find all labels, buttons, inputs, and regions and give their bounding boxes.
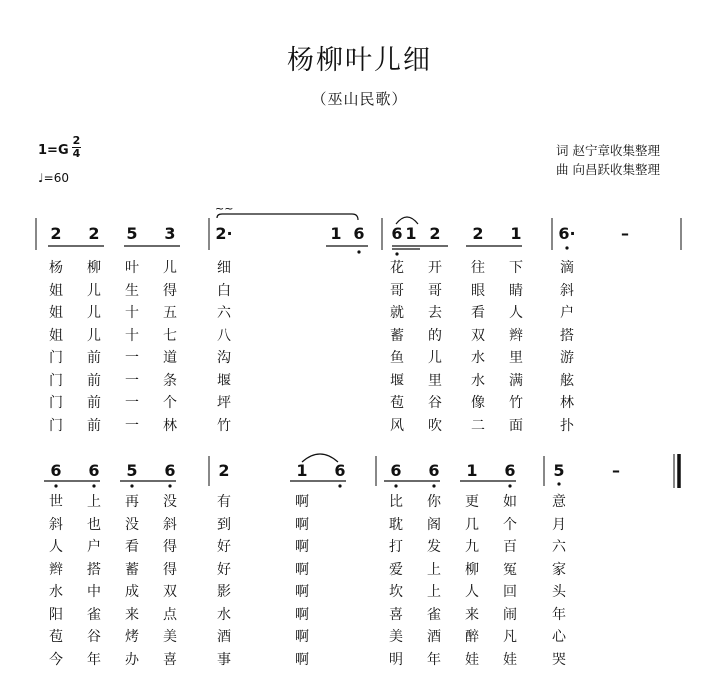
lyric-char: 开 xyxy=(428,260,442,276)
lyric-char: 下 xyxy=(509,260,523,276)
lyric-char: 打 xyxy=(389,539,403,555)
song-title: 杨柳叶儿细 xyxy=(287,45,432,76)
lyric-char: 凡 xyxy=(503,629,517,645)
lyric-char: 门 xyxy=(49,350,63,366)
lyric-char: 啊 xyxy=(295,539,309,555)
note: 2 xyxy=(88,224,100,243)
ornament-mark: ~~ xyxy=(215,202,234,215)
lyric-char: 风 xyxy=(390,417,404,434)
lyric-char: 也 xyxy=(87,516,101,533)
lyric-char: 门 xyxy=(49,417,63,434)
lyric-char: 前 xyxy=(87,350,101,366)
lyric-char: 上 xyxy=(427,584,441,600)
lyric-char: 好 xyxy=(217,539,231,555)
note: 6 xyxy=(504,461,516,480)
lyric-char: 杨 xyxy=(49,260,63,276)
lyric-char: 成 xyxy=(125,584,139,600)
lyric-char: 儿 xyxy=(87,327,101,344)
lyric-char: 儿 xyxy=(87,282,101,299)
slur-arc xyxy=(217,214,358,220)
lyric-char: 阳 xyxy=(49,606,63,623)
lyric-char: 斜 xyxy=(560,282,574,299)
octave-dot-below xyxy=(432,484,435,487)
lyric-char: 白 xyxy=(217,282,231,299)
lyric-char: 谷 xyxy=(428,395,442,411)
lyric-char: 没 xyxy=(125,516,139,533)
lyric-char: 七 xyxy=(163,327,177,344)
lyric-char: 啊 xyxy=(295,606,309,623)
lyric-char: 九 xyxy=(465,539,479,555)
lyric-char: 酒 xyxy=(217,629,231,645)
lyric-char: 门 xyxy=(49,395,63,411)
lyric-char: 发 xyxy=(427,539,441,555)
lyric-char: 堰 xyxy=(390,372,404,389)
note: 3 xyxy=(164,224,176,243)
lyric-char: 水 xyxy=(471,372,485,389)
lyric-char: 鱼 xyxy=(390,350,404,366)
lyric-char: 影 xyxy=(217,584,231,600)
lyric-char: 烤 xyxy=(125,629,139,645)
note: 6 xyxy=(164,461,176,480)
lyric-char: 斜 xyxy=(163,516,177,533)
sustain-dash: – xyxy=(612,461,620,480)
lyric-char: 人 xyxy=(465,584,479,600)
note: 1 xyxy=(296,461,308,480)
lyric-char: 如 xyxy=(503,494,517,510)
note: 2 xyxy=(50,224,62,243)
lyric-char: 哥 xyxy=(390,282,404,299)
lyric-char: 儿 xyxy=(428,350,442,366)
lyric-char: 冤 xyxy=(503,561,517,578)
lyric-char: 水 xyxy=(49,584,63,600)
lyric-char: 闹 xyxy=(503,606,517,623)
lyric-char: 水 xyxy=(217,606,231,623)
lyric-char: 家 xyxy=(552,561,566,578)
lyric-char: 门 xyxy=(49,372,63,389)
note: 6 xyxy=(353,224,365,243)
lyric-char: 事 xyxy=(217,651,231,668)
lyric-char: 户 xyxy=(560,305,574,321)
lyric-char: 上 xyxy=(427,561,441,578)
lyric-char: 哭 xyxy=(552,651,566,668)
note: 2 xyxy=(429,224,441,243)
lyric-char: 的 xyxy=(428,327,442,344)
lyric-char: 竹 xyxy=(509,395,523,411)
octave-dot-below xyxy=(357,250,360,253)
lyric-char: 年 xyxy=(552,606,566,623)
lyric-char: 儿 xyxy=(163,260,177,276)
lyric-char: 花 xyxy=(390,260,404,276)
composer-credit: 曲 向昌跃收集整理 xyxy=(556,162,660,177)
lyric-char: 好 xyxy=(217,561,231,578)
lyric-char: 双 xyxy=(163,584,177,600)
lyric-char: 满 xyxy=(509,372,523,389)
lyric-char: 个 xyxy=(163,395,177,411)
lyric-char: 辫 xyxy=(509,327,523,344)
lyric-char: 搭 xyxy=(560,327,574,344)
lyric-char: 娃 xyxy=(503,651,517,668)
lyric-char: 啊 xyxy=(295,561,309,578)
time-signature-top: 2 xyxy=(72,134,81,147)
lyric-char: 啊 xyxy=(295,651,309,668)
lyric-char: 儿 xyxy=(87,305,101,321)
note: 2 xyxy=(472,224,484,243)
lyric-char: 一 xyxy=(125,395,139,411)
lyric-char: 来 xyxy=(125,606,139,623)
lyric-char: 姐 xyxy=(49,305,63,321)
lyric-char: 苞 xyxy=(390,395,404,411)
lyric-char: 蓄 xyxy=(390,327,404,344)
lyric-char: 六 xyxy=(217,305,231,321)
lyric-char: 一 xyxy=(125,417,139,434)
lyric-char: 六 xyxy=(552,539,566,555)
lyric-char: 意 xyxy=(552,494,566,510)
note: 6 xyxy=(50,461,62,480)
lyric-char: 百 xyxy=(503,539,517,555)
key-signature: 1=G xyxy=(38,143,69,158)
lyric-char: 五 xyxy=(163,305,177,321)
lyric-char: 有 xyxy=(217,494,231,510)
lyric-char: 面 xyxy=(509,417,523,434)
note: 1 xyxy=(405,224,417,243)
octave-dot-below xyxy=(168,484,171,487)
lyric-char: 细 xyxy=(217,260,231,276)
lyric-char: 十 xyxy=(125,327,139,344)
lyric-char: 办 xyxy=(125,651,139,668)
lyric-char: 扑 xyxy=(560,417,574,434)
song-subtitle: （巫山民歌） xyxy=(311,90,408,108)
lyric-char: 双 xyxy=(471,327,485,344)
lyric-char: 竹 xyxy=(217,417,231,434)
lyric-char: 睛 xyxy=(509,282,523,299)
lyric-char: 啊 xyxy=(295,516,309,533)
lyric-char: 就 xyxy=(390,305,404,321)
lyric-char: 更 xyxy=(465,494,479,510)
lyric-char: 道 xyxy=(163,350,177,366)
lyric-char: 姐 xyxy=(49,282,63,299)
note: 6 xyxy=(391,224,403,243)
lyric-char: 阁 xyxy=(427,516,441,533)
lyric-char: 年 xyxy=(427,651,441,668)
note: 6 xyxy=(428,461,440,480)
lyric-char: 回 xyxy=(503,584,517,600)
octave-dot-below xyxy=(508,484,511,487)
lyric-char: 十 xyxy=(125,305,139,321)
lyric-char: 坎 xyxy=(389,584,403,600)
lyric-char: 没 xyxy=(163,494,177,510)
lyric-char: 醉 xyxy=(465,629,479,645)
lyric-char: 头 xyxy=(552,584,566,600)
lyric-char: 像 xyxy=(471,395,485,411)
lyric-char: 年 xyxy=(87,651,101,668)
lyric-char: 谷 xyxy=(87,629,101,645)
note: 6 xyxy=(334,461,346,480)
lyric-char: 看 xyxy=(471,305,485,321)
lyric-char: 美 xyxy=(163,629,177,645)
sustain-dash: – xyxy=(621,224,629,243)
octave-dot-below xyxy=(395,252,398,255)
lyric-char: 得 xyxy=(163,282,177,299)
lyric-char: 一 xyxy=(125,350,139,366)
lyric-char: 明 xyxy=(389,651,403,668)
lyric-char: 里 xyxy=(428,372,442,389)
octave-dot-below xyxy=(54,484,57,487)
note: 5 xyxy=(126,224,138,243)
note: 2 xyxy=(218,461,230,480)
slur-arc xyxy=(302,454,338,462)
note: 2· xyxy=(215,224,233,243)
lyric-char: 今 xyxy=(49,651,63,668)
lyric-char: 再 xyxy=(125,494,139,510)
lyric-char: 点 xyxy=(163,606,177,623)
lyric-char: 苞 xyxy=(49,629,63,645)
lyric-char: 林 xyxy=(163,417,177,434)
lyric-char: 条 xyxy=(163,372,177,389)
lyric-char: 娃 xyxy=(465,651,479,668)
tempo-marking: ♩=60 xyxy=(38,171,69,185)
lyric-char: 吹 xyxy=(428,417,442,434)
lyric-char: 柳 xyxy=(87,260,101,276)
note: 1 xyxy=(466,461,478,480)
lyric-char: 世 xyxy=(49,494,63,510)
note: 6 xyxy=(88,461,100,480)
lyric-char: 来 xyxy=(465,606,479,623)
lyric-char: 前 xyxy=(87,372,101,389)
lyric-char: 去 xyxy=(428,305,442,321)
lyric-char: 心 xyxy=(552,629,566,645)
note: 6· xyxy=(558,224,576,243)
lyric-char: 人 xyxy=(49,539,63,555)
lyric-char: 眼 xyxy=(471,282,485,299)
lyric-char: 月 xyxy=(552,516,566,533)
lyric-char: 坪 xyxy=(217,395,231,411)
lyric-char: 户 xyxy=(87,539,101,555)
lyric-char: 中 xyxy=(87,584,101,600)
lyric-char: 辫 xyxy=(49,561,63,578)
lyric-char: 柳 xyxy=(465,561,479,578)
lyric-char: 比 xyxy=(389,494,403,510)
lyric-char: 二 xyxy=(471,417,485,434)
lyric-char: 雀 xyxy=(427,606,441,623)
note: 6 xyxy=(390,461,402,480)
lyric-char: 堰 xyxy=(217,372,231,389)
lyric-char: 蓄 xyxy=(125,561,139,578)
octave-dot-below xyxy=(565,246,568,249)
octave-dot-below xyxy=(557,482,560,485)
lyric-char: 游 xyxy=(560,350,574,366)
lyric-char: 你 xyxy=(427,494,441,510)
lyric-char: 沟 xyxy=(217,350,231,366)
lyric-char: 喜 xyxy=(163,651,177,668)
lyricist-credit: 词 赵宁章收集整理 xyxy=(556,143,660,158)
lyric-char: 个 xyxy=(503,516,517,533)
lyric-char: 几 xyxy=(465,516,479,533)
lyric-char: 姐 xyxy=(49,327,63,344)
lyric-char: 生 xyxy=(125,282,139,299)
lyric-char: 酒 xyxy=(427,629,441,645)
slur-arc xyxy=(396,217,418,224)
lyric-char: 搭 xyxy=(87,561,101,578)
lyric-char: 叶 xyxy=(125,260,139,276)
octave-dot-below xyxy=(338,484,341,487)
time-signature-bottom: 4 xyxy=(72,147,81,160)
note: 1 xyxy=(330,224,342,243)
lyric-char: 喜 xyxy=(389,606,403,623)
octave-dot-below xyxy=(130,484,133,487)
lyric-char: 耽 xyxy=(389,516,403,533)
lyric-char: 爱 xyxy=(389,561,403,578)
octave-dot-below xyxy=(92,484,95,487)
lyric-char: 舷 xyxy=(560,372,574,389)
lyric-char: 里 xyxy=(509,350,523,366)
note: 5 xyxy=(126,461,138,480)
lyric-char: 哥 xyxy=(428,282,442,299)
octave-dot-below xyxy=(394,484,397,487)
lyric-char: 看 xyxy=(125,539,139,555)
lyric-char: 林 xyxy=(560,395,574,411)
lyric-char: 得 xyxy=(163,561,177,578)
lyric-char: 一 xyxy=(125,372,139,389)
lyric-char: 人 xyxy=(509,305,523,321)
lyric-char: 斜 xyxy=(49,516,63,533)
lyric-char: 啊 xyxy=(295,584,309,600)
lyric-char: 雀 xyxy=(87,606,101,623)
lyric-char: 滴 xyxy=(560,260,574,276)
lyric-char: 啊 xyxy=(295,629,309,645)
lyric-char: 上 xyxy=(87,494,101,510)
lyric-char: 前 xyxy=(87,417,101,434)
lyric-char: 水 xyxy=(471,350,485,366)
lyric-char: 得 xyxy=(163,539,177,555)
lyric-char: 啊 xyxy=(295,494,309,510)
note: 5 xyxy=(553,461,565,480)
note: 1 xyxy=(510,224,522,243)
lyric-char: 八 xyxy=(217,327,231,344)
lyric-char: 美 xyxy=(389,629,403,645)
lyric-char: 往 xyxy=(471,260,485,276)
lyric-char: 前 xyxy=(87,395,101,411)
lyric-char: 到 xyxy=(217,516,231,533)
